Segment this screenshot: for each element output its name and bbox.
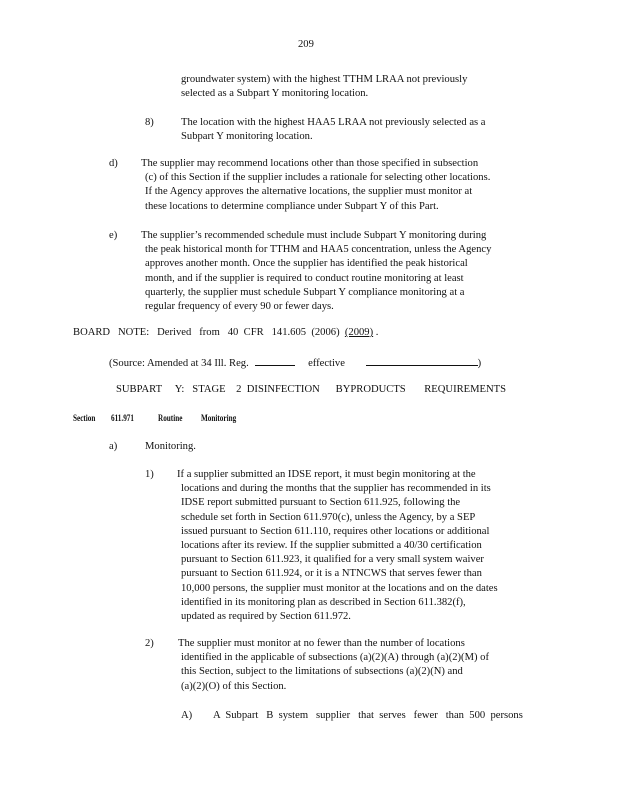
item-d-line-3: If the Agency approves the alternative locations, the supplier must monitor at	[145, 186, 473, 198]
section-number: 611.971	[111, 413, 135, 423]
section-title-monitoring: Monitoring	[201, 413, 237, 423]
item-a2-line-3: this Section, subject to the limitations of subsections (a)(2)(N) and	[181, 666, 463, 678]
item-a1-marker: 1)	[145, 469, 154, 480]
board-note-text: BOARD NOTE: Derived from 40 CFR 141.605 (2006)	[73, 327, 345, 338]
item-7-line-2: selected as a Subpart Y monitoring location.	[181, 88, 369, 100]
item-a1-line-10: identified in its monitoring plan as described in Section 611.382(f),	[181, 596, 466, 608]
item-A-text: A Subpart B system supplier that serves fewer than 500 persons	[213, 710, 523, 721]
item-e-line-4: month, and if the supplier is required to conduct routine monitoring at least	[145, 272, 464, 284]
item-d-line-2: (c) of this Section if the supplier includes a rationale for selecting other locations.	[145, 172, 491, 184]
item-8-text	[181, 116, 486, 144]
subpart-heading: SUBPART Y: STAGE 2 DISINFECTION BYPRODUCTS REQUIREMENTS	[116, 384, 507, 395]
item-a1-line-5: issued pursuant to Section 611.110, requires other locations or additional	[181, 525, 490, 537]
item-a1-text	[177, 468, 498, 624]
item-7-line-1: groundwater system) with the highest TTHM LRAA not previously	[181, 74, 468, 85]
item-e-marker: e)	[109, 230, 118, 241]
item-a-marker: a)	[109, 441, 118, 452]
item-8-line-2: Subpart Y monitoring location.	[181, 131, 313, 143]
item-a2-line-4: (a)(2)(O) of this Section.	[181, 680, 287, 692]
board-note-end: .	[373, 327, 379, 338]
item-a1-line-4: schedule set forth in Section 611.970(c), unless the Agency, by a SEP	[181, 511, 476, 523]
item-a2-text	[178, 637, 489, 694]
item-a1-line-11: updated as required by Section 611.972.	[181, 611, 351, 623]
item-a-text: Monitoring.	[145, 441, 196, 452]
item-a2-line-1: The supplier must monitor at no fewer than the number of locations	[178, 638, 465, 649]
board-note	[73, 326, 378, 340]
item-e-line-5: quarterly, the supplier must schedule Subpart Y compliance monitoring at a	[145, 286, 465, 298]
source-effective: effective	[308, 358, 345, 369]
item-e-line-6: regular frequency of every 90 or fewer days.	[145, 301, 334, 313]
item-e-line-3: approves another month. Once the supplier has identified the peak historical	[145, 258, 468, 270]
item-d-marker: d)	[109, 158, 118, 169]
source-line	[109, 355, 481, 371]
item-a1-line-1: If a supplier submitted an IDSE report, it must begin monitoring at the	[177, 469, 476, 480]
section-label: Section	[73, 413, 96, 423]
item-a1-line-2: locations and during the months that the supplier has recommended in its	[181, 483, 491, 495]
item-7-continued	[181, 73, 467, 101]
item-d-text	[141, 157, 491, 214]
item-e-line-1: The supplier’s recommended schedule must include Subpart Y monitoring during	[141, 230, 487, 241]
item-a1-line-8: pursuant to Section 611.924, or it is a NTNCWS that serves fewer than	[181, 568, 482, 580]
item-a1-line-9: 10,000 persons, the supplier must monitor at the locations and on the dates	[181, 582, 498, 594]
item-d-line-1: The supplier may recommend locations other than those specified in subsection	[141, 158, 479, 169]
page-number: 209	[298, 39, 314, 50]
item-e-line-2: the peak historical month for TTHM and HAA5 concentration, unless the Agency	[145, 244, 492, 256]
source-close: )	[477, 358, 482, 369]
source-date-blank	[366, 355, 478, 366]
item-a1-line-6: locations after its review. If the supplier submitted a 40/30 certification	[181, 540, 482, 552]
source-label: (Source: Amended at 34 Ill. Reg.	[109, 358, 249, 369]
item-a1-line-3: IDSE report submitted pursuant to Section 611.925, following the	[181, 497, 461, 509]
item-a1-line-7: pursuant to Section 611.923, it qualified for a very small system waiver	[181, 554, 484, 566]
item-8-line-1: The location with the highest HAA5 LRAA not previously selected as a	[181, 117, 486, 128]
item-8-marker: 8)	[145, 117, 154, 128]
item-A-marker: A)	[181, 710, 193, 721]
source-reg-blank	[255, 355, 295, 366]
item-d-line-4: these locations to determine compliance under Subpart Y of this Part.	[145, 200, 439, 212]
board-note-amended: (2009)	[344, 327, 374, 338]
item-a2-marker: 2)	[145, 638, 154, 649]
item-e-text	[141, 229, 492, 314]
item-a2-line-2: identified in the applicable of subsections (a)(2)(A) through (a)(2)(M) of	[181, 652, 489, 664]
section-title-routine: Routine	[158, 413, 183, 423]
